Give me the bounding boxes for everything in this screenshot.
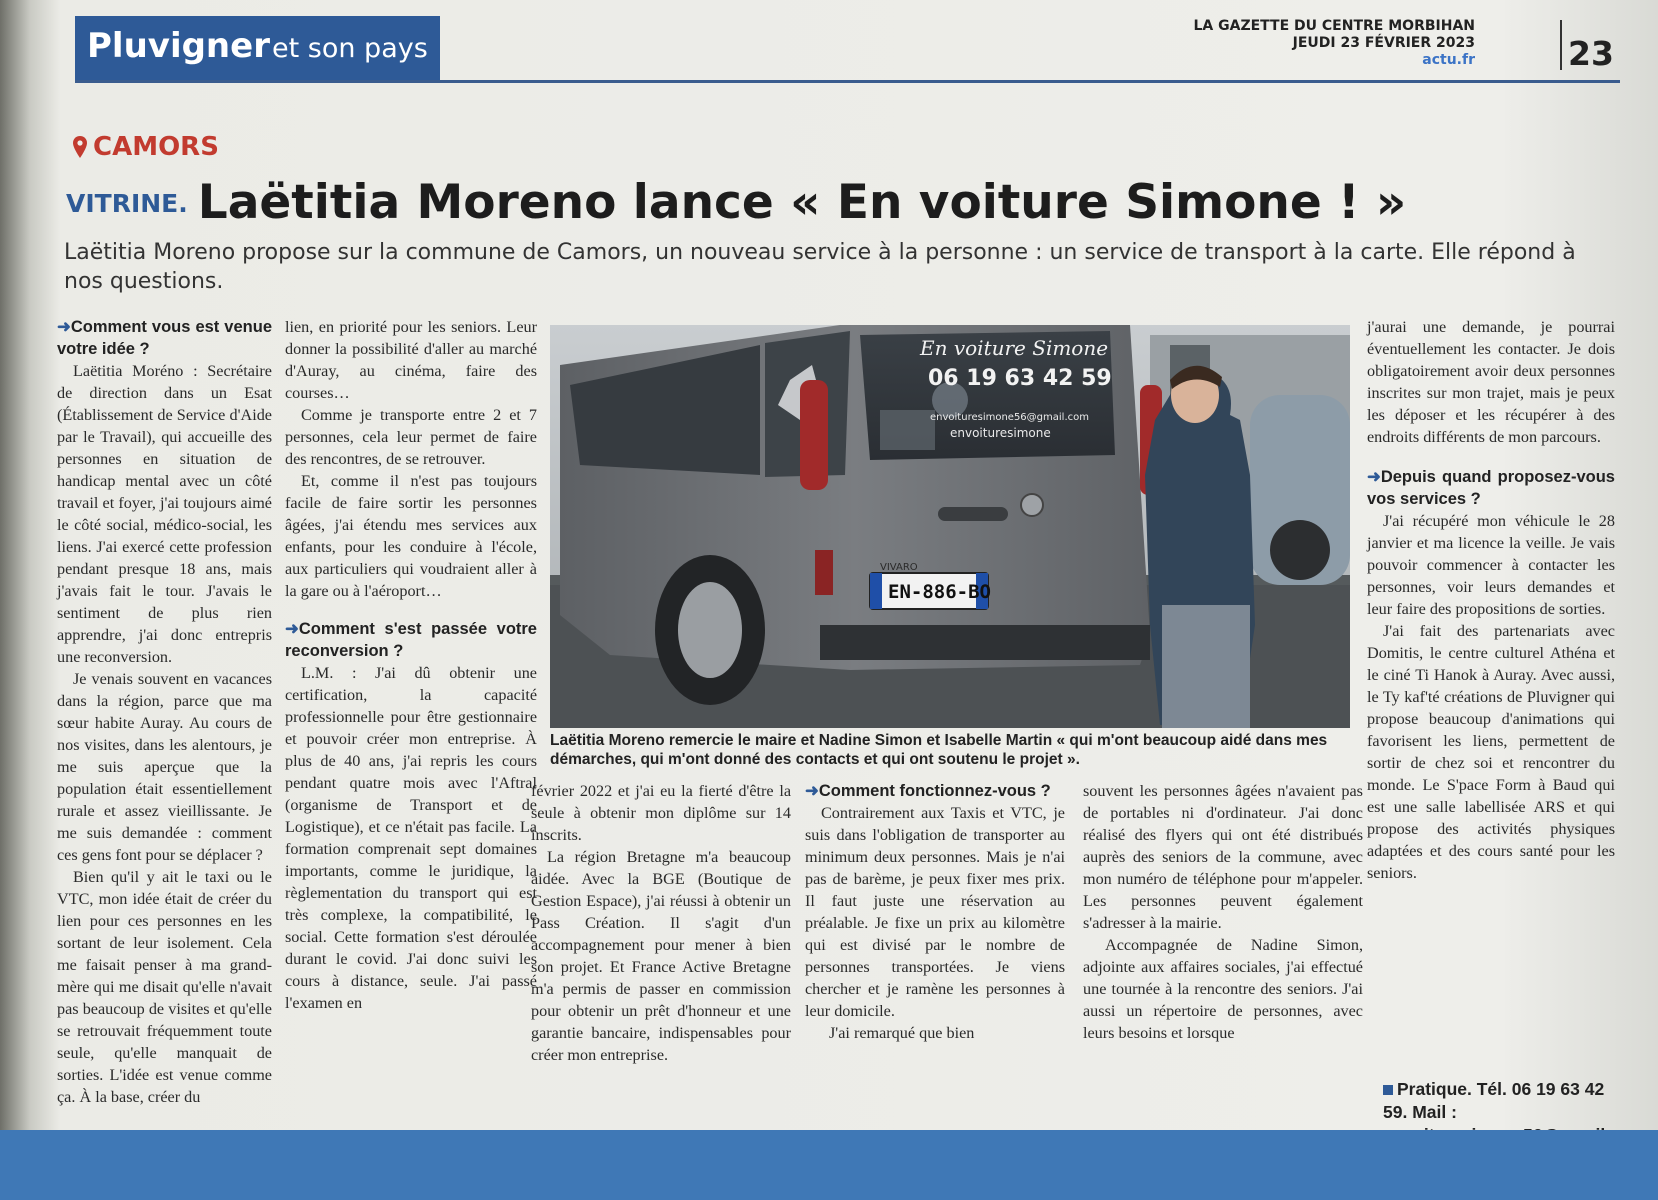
location-name: CAMORS [93, 132, 219, 162]
question-heading: ➜Comment s'est passée votre reconversion ? [285, 620, 537, 660]
paragraph: Laëtitia Moréno : Secrétaire de direction dans un Esat (Établissement de Service d'Aide par le Travail), qui accueille des personnes en situation de handicap mental avec un côté travail et foyer, j'ai toujours aimé le côté social, médico-social, les liens. J'ai exercé cette profession pendant presque 18 ans, mais j'avais fait le tour. J'avais le sentiment de plus rien apprendre, j'ai donc entrepris une reconversion. [57, 362, 272, 666]
publication-name: LA GAZETTE DU CENTRE MORBIHAN [1193, 18, 1475, 34]
standfirst: Laëtitia Moreno propose sur la commune de Camors, un nouveau service à la personne : un service de transport à la carte. Elle répond à nos questions. [64, 240, 1576, 294]
column-3 [531, 780, 791, 1066]
van-phone-text: 06 19 63 42 59 [928, 366, 1112, 391]
paragraph: Accompagnée de Nadine Simon, adjointe aux affaires sociales, j'ai effectué une tournée à la rencontre des seniors. J'ai aussi un répertoire de personnes, avec leurs besoins et lorsque [1083, 936, 1363, 1042]
section-subtitle: et son pays [272, 33, 428, 64]
location-pin-icon [73, 136, 87, 158]
paragraph: février 2022 et j'ai eu la fierté d'être la seule à obtenir mon diplôme sur 14 inscrits. [531, 782, 791, 844]
paragraph: J'ai remarqué que bien [829, 1024, 975, 1042]
publication-info [1194, 18, 1475, 69]
headline-title: Laëtitia Moreno lance « En voiture Simone ! » [197, 175, 1407, 230]
paragraph: Bien qu'il y ait le taxi ou le VTC, mon idée était de créer du lien pour ces personnes en les sortant de leur isolement. Cela me faisait penser à ma grand-mère qui me disait qu'elle n'avait pas beaucoup de visites et qu'elle se retrouvait fréquemment toute seule, qu'elle manquait de sorties. L'idée est venue comme ça. À la base, créer du [57, 868, 272, 1106]
paragraph: j'aurai une demande, je pourrai éventuellement les contacter. Je dois obligatoirement avoir deux personnes inscrites sur mon trajet, mais je peux les déposer et les récupérer à des endroits différents de mon parcours. [1367, 318, 1615, 446]
column-5 [1083, 780, 1363, 1044]
arrow-icon: ➜ [805, 782, 819, 800]
publication-date: JEUDI 23 FÉVRIER 2023 [1292, 35, 1475, 51]
practical-info-text: Pratique. Tél. 06 19 63 42 59. Mail : [1383, 1079, 1605, 1122]
arrow-icon: ➜ [57, 318, 71, 336]
column-2 [285, 316, 537, 1014]
paragraph: Je venais souvent en vacances dans la région, parce que ma sœur habite Auray. Au cours de nos visites, dans les alentours, je me suis aperçue que la population était essentiellement rurale et assez vieillissante. Je me suis demandée : comment ces gens font pour se déplacer ? [57, 670, 272, 864]
van-model-text: VIVARO [880, 562, 918, 573]
question-heading: ➜Comment vous est venue votre idée ? [57, 318, 272, 358]
article-photo [550, 325, 1350, 728]
location-tag [73, 132, 219, 162]
van-social-text: envoituresimone [950, 426, 1051, 440]
van-photo-illustration [550, 325, 1350, 728]
question-heading: ➜Comment fonctionnez-vous ? [805, 782, 1051, 800]
section-header-band [75, 16, 440, 80]
paragraph: Et, comme il n'est pas toujours facile de faire sortir les personnes âgées, j'ai étendu mes services aux enfants, pour les conduire à l'école, aux particuliers qui voudraient aller à la gare ou à l'aéroport… [285, 472, 537, 600]
paragraph: Contrairement aux Taxis et VTC, je suis dans l'obligation de transporter au minimum deux personnes. Mais je n'ai pas de barème, je peux fixer mes prix. Il faut juste une réservation au préalable. Je fixe un prix au kilomètre qui est divisé par le nombre de personnes transportées. Je viens chercher et je ramène les personnes à leur domicile. [805, 804, 1065, 1020]
column-6 [1367, 316, 1615, 884]
paragraph: J'ai récupéré mon véhicule le 28 janvier et ma licence la veille. Je vais pouvoir commencer à contacter les personnes, voir leurs demandes et leur faire des propositions de sorties. [1367, 512, 1615, 618]
paragraph: L.M. : J'ai dû obtenir une certification, la capacité professionnelle pour être gestionnaire et pouvoir créer mon entreprise. À plus de 40 ans, j'ai repris les cours pendant quatre mois avec l'Aftral (organisme de Transport et de Logistique), et ce n'était pas facile. La formation comprenait sept domaines importants, comme le juridique, la règlementation du transport qui est très complexe, la compatibilité, le social. Cette formation s'est déroulée durant le covid. J'ai donc suivi les cours à distance, seule. J'ai passé l'examen en [285, 664, 537, 1012]
arrow-icon: ➜ [285, 620, 299, 638]
van-logo-text: En voiture Simone [920, 336, 1109, 360]
question-heading: ➜Depuis quand proposez-vous vos services ? [1367, 468, 1615, 508]
page-number-divider [1560, 20, 1562, 70]
page-number: 23 [1568, 34, 1614, 73]
bottom-color-band [0, 1130, 1658, 1200]
column-4 [805, 780, 1065, 1044]
paragraph: souvent les personnes âgées n'avaient pas de portables ni d'ordinateur. J'ai donc réalisé des flyers qui ont été distribués auprès des seniors de la commune, avec mon numéro de téléphone pour m'appeler. Les personnes peuvent également s'adresser à la mairie. [1083, 782, 1363, 932]
bullet-square-icon [1383, 1085, 1393, 1095]
column-1 [57, 316, 272, 1108]
section-main-title: Pluvigner [87, 26, 270, 66]
photo-caption: Laëtitia Moreno remercie le maire et Nadine Simon et Isabelle Martin « qui m'ont beaucoup aidé dans mes démarches, qui m'ont donné des contacts et qui ont soutenu le projet ». [550, 732, 1328, 768]
paragraph: lien, en priorité pour les seniors. Leur donner la possibilité d'aller au marché d'Auray, au cinéma, faire des courses… [285, 318, 537, 402]
paragraph: Comme je transporte entre 2 et 7 personnes, cela leur permet de faire des rencontres, de se retrouver. [285, 406, 537, 468]
headline [66, 175, 1406, 230]
header-rule [75, 80, 1620, 83]
paragraph: La région Bretagne m'a beaucoup aidée. Avec la BGE (Boutique de Gestion Espace), j'ai réussi à obtenir un Pass Création. Il s'agit d'un accompagnement pour mener à bien son projet. Et France Active Bretagne m'a permis de passer en commission pour obtenir un prêt d'honneur et une garantie bancaire, indispensables pour créer mon entreprise. [531, 848, 791, 1064]
license-plate-text: EN-886-BO [888, 581, 991, 603]
van-email-text: envoituresimone56@gmail.com [930, 412, 1089, 423]
paragraph: J'ai fait des partenariats avec Domitis, le centre culturel Athéna et le ciné Ti Hanok à Auray. Avec aussi, le Ty kaf'té créations de Pluvigner qui propose beaucoup d'animations qui favorisent les liens, permettent de sortir de chez soi et rencontrer du monde. Le S'pace Form à Baud qui est une salle labellisée ARS et qui propose des activités physiques adaptées et des cours santé pour les seniors. [1367, 622, 1615, 882]
publication-site: actu.fr [1422, 52, 1475, 68]
headline-kicker: VITRINE. [66, 189, 188, 218]
arrow-icon: ➜ [1367, 468, 1381, 486]
